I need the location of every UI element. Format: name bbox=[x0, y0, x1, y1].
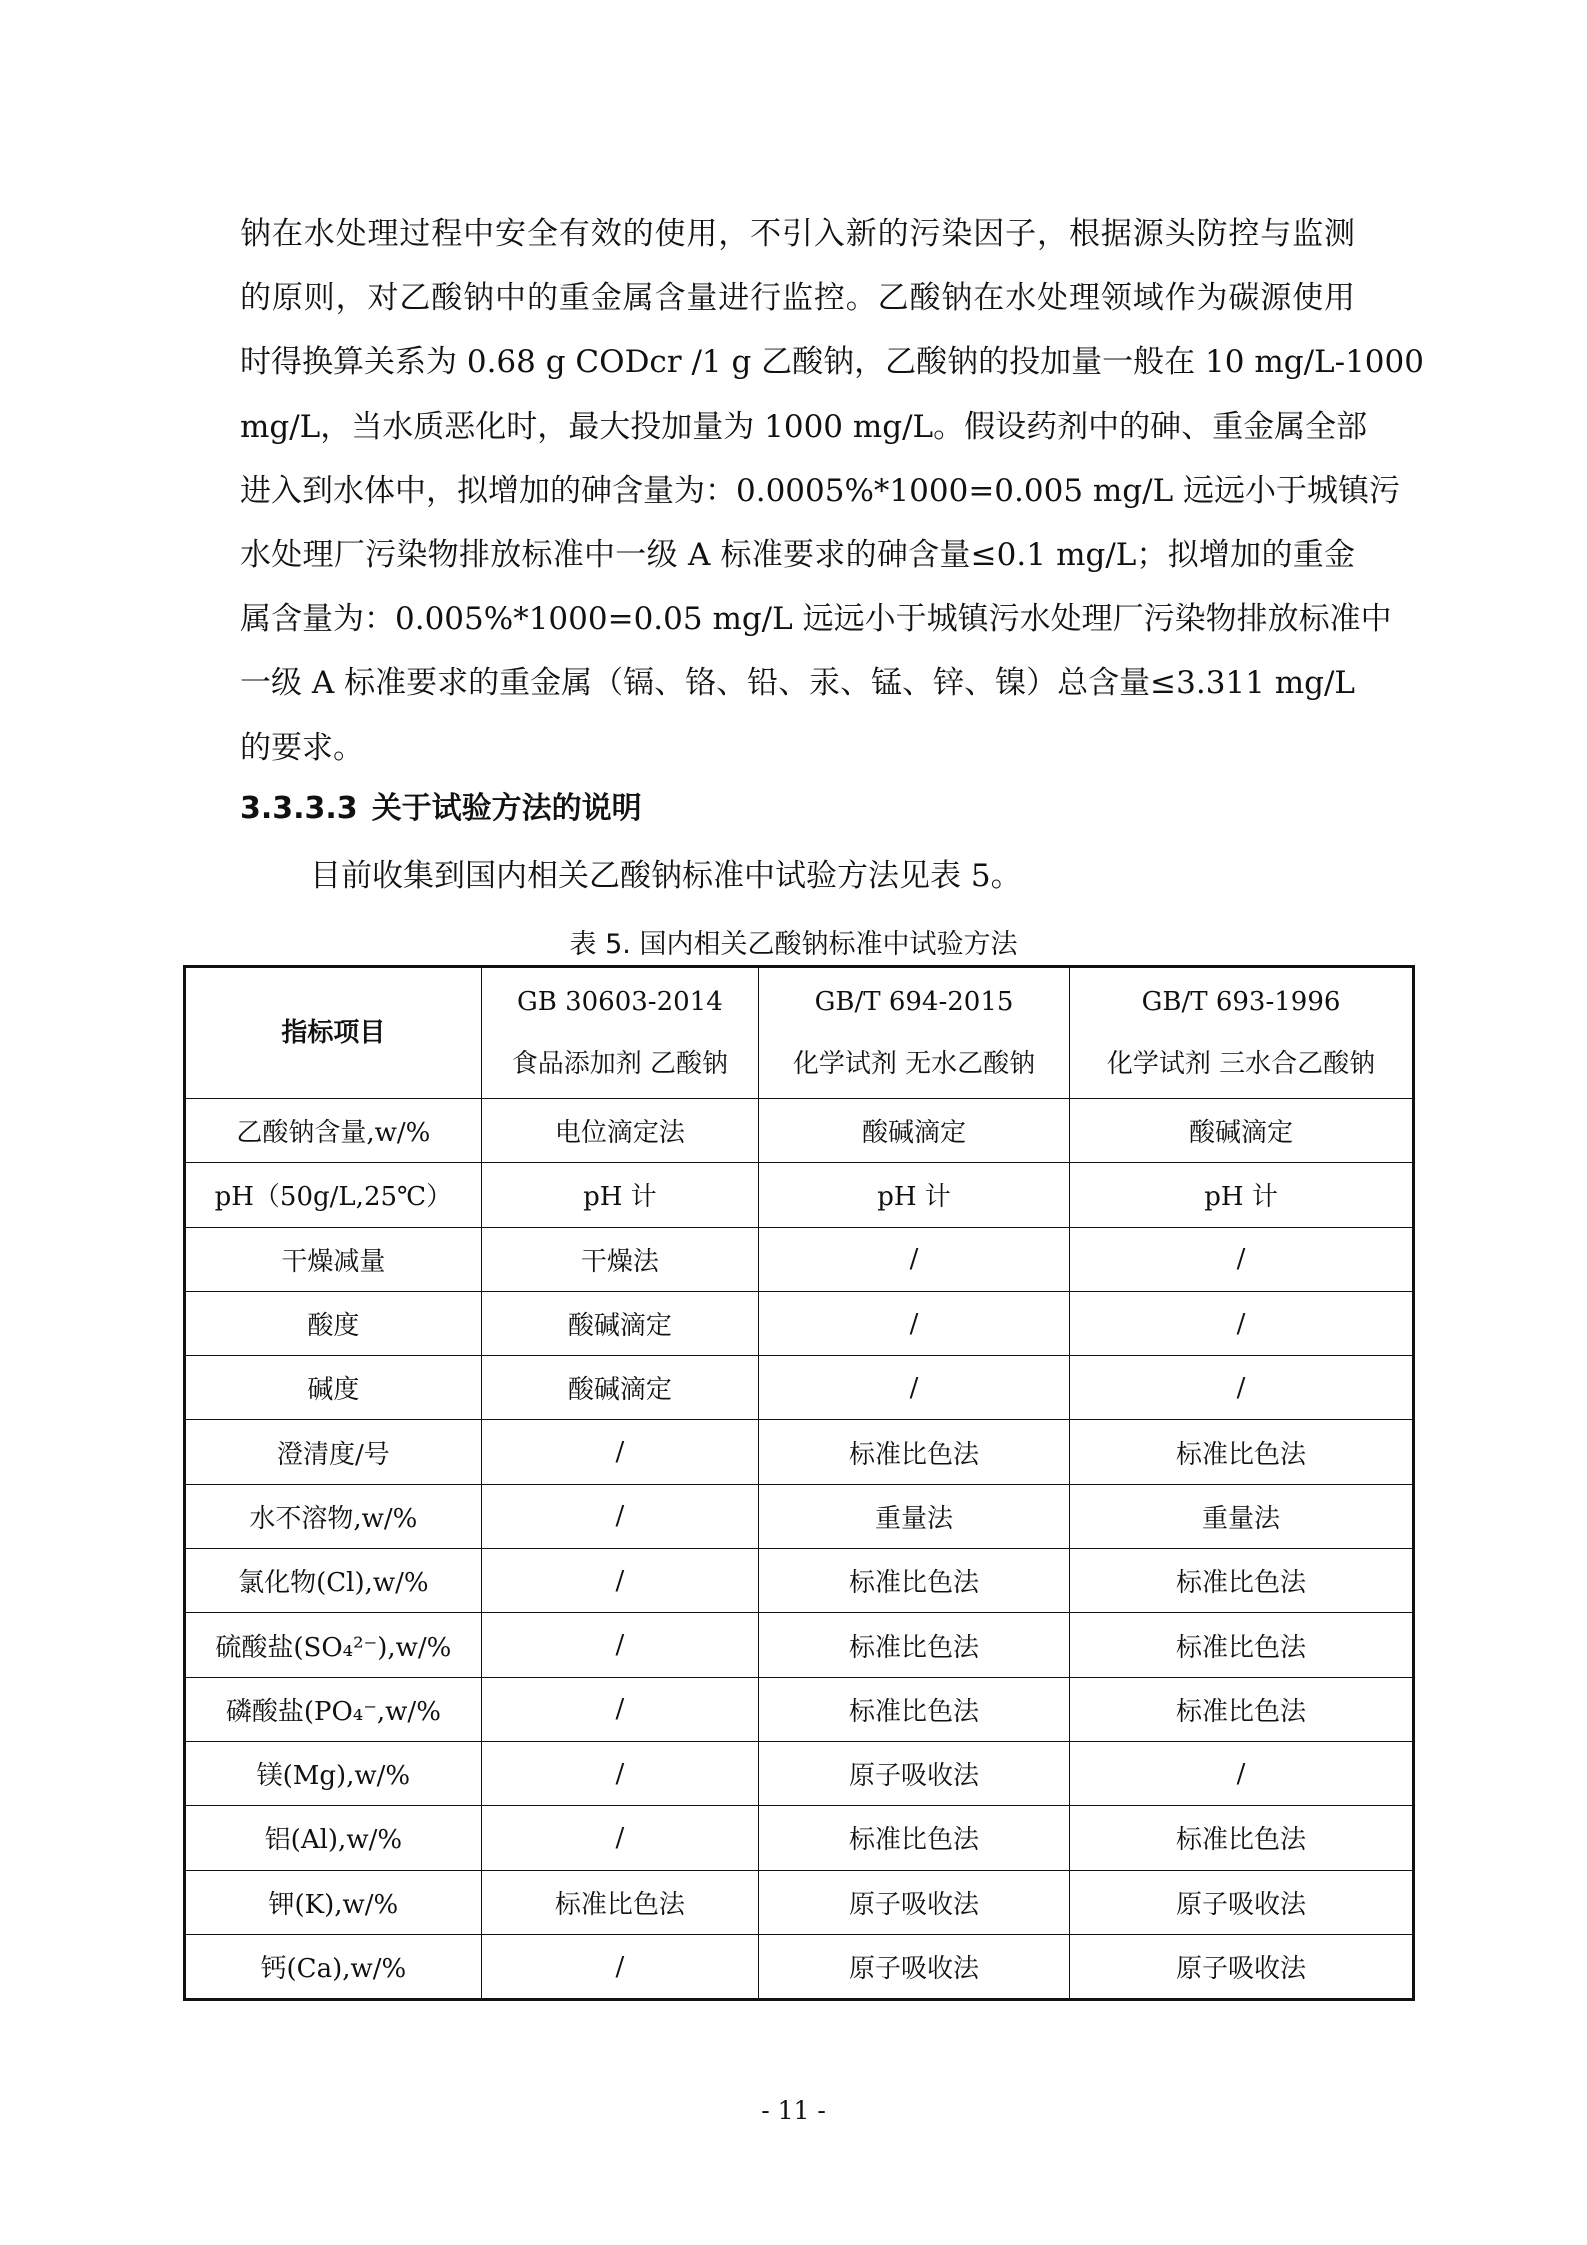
standard-name: 食品添加剂 乙酸钠 bbox=[511, 1049, 728, 1079]
method-cell: 标准比色法 bbox=[1070, 1806, 1414, 1870]
table-row bbox=[185, 1291, 1414, 1355]
row-item-label: 酸度 bbox=[185, 1291, 482, 1355]
header-standard-2 bbox=[758, 967, 1069, 1099]
method-cell: 标准比色法 bbox=[1070, 1613, 1414, 1677]
table-row bbox=[185, 1934, 1414, 1999]
standard-name: 化学试剂 三水合乙酸钠 bbox=[1106, 1049, 1376, 1079]
row-item-label: 钾(K),w/% bbox=[185, 1870, 482, 1934]
body-paragraph bbox=[240, 202, 1424, 780]
row-item-label: 铝(Al),w/% bbox=[185, 1806, 482, 1870]
table-row bbox=[185, 1870, 1414, 1934]
method-cell: 标准比色法 bbox=[758, 1549, 1069, 1613]
method-cell: pH 计 bbox=[481, 1163, 758, 1227]
table-row bbox=[185, 1741, 1414, 1805]
section-heading bbox=[240, 783, 642, 827]
header-standard-3 bbox=[1070, 967, 1414, 1099]
method-cell: / bbox=[481, 1420, 758, 1484]
method-cell: / bbox=[1070, 1227, 1414, 1291]
method-cell: / bbox=[481, 1549, 758, 1613]
method-cell: 标准比色法 bbox=[758, 1677, 1069, 1741]
method-cell: 原子吸收法 bbox=[758, 1934, 1069, 1999]
table-row bbox=[185, 1163, 1414, 1227]
method-cell: 标准比色法 bbox=[758, 1420, 1069, 1484]
table-row bbox=[185, 1806, 1414, 1870]
table-row bbox=[185, 1099, 1414, 1163]
method-cell: 标准比色法 bbox=[758, 1613, 1069, 1677]
row-item-label: 澄清度/号 bbox=[185, 1420, 482, 1484]
method-cell: 原子吸收法 bbox=[1070, 1934, 1414, 1999]
method-cell: 电位滴定法 bbox=[481, 1099, 758, 1163]
standard-code: GB/T 693-1996 bbox=[1141, 987, 1341, 1017]
table-row bbox=[185, 1677, 1414, 1741]
standard-name: 化学试剂 无水乙酸钠 bbox=[792, 1049, 1036, 1079]
section-title: 关于试验方法的说明 bbox=[371, 791, 642, 826]
method-cell: / bbox=[758, 1356, 1069, 1420]
page-number: - 11 - bbox=[761, 2096, 826, 2125]
paragraph-line: mg/L，当水质恶化时，最大投加量为 1000 mg/L。假设药剂中的砷、重金属全部 bbox=[240, 408, 1368, 445]
row-item-label: 碱度 bbox=[185, 1356, 482, 1420]
row-item-label: 水不溶物,w/% bbox=[185, 1484, 482, 1548]
row-item-label: 磷酸盐(PO₄⁻,w/% bbox=[185, 1677, 482, 1741]
paragraph-line: 进入到水体中，拟增加的砷含量为：0.0005%*1000=0.005 mg/L 远远小于城镇污 bbox=[240, 472, 1401, 509]
method-cell: / bbox=[758, 1227, 1069, 1291]
row-item-label: 干燥减量 bbox=[185, 1227, 482, 1291]
method-cell: 标准比色法 bbox=[1070, 1549, 1414, 1613]
paragraph-line: 一级 A 标准要求的重金属（镉、铬、铅、汞、锰、锌、镍）总含量≤3.311 mg/L bbox=[240, 665, 1355, 702]
method-cell: / bbox=[1070, 1741, 1414, 1805]
method-cell: pH 计 bbox=[1070, 1163, 1414, 1227]
method-cell: 标准比色法 bbox=[1070, 1677, 1414, 1741]
row-item-label: pH（50g/L,25℃） bbox=[185, 1163, 482, 1227]
row-item-label: 氯化物(Cl),w/% bbox=[185, 1549, 482, 1613]
header-item: 指标项目 bbox=[185, 967, 482, 1099]
test-methods-table bbox=[183, 965, 1415, 2001]
paragraph-line: 的原则，对乙酸钠中的重金属含量进行监控。乙酸钠在水处理领域作为碳源使用 bbox=[240, 280, 1355, 317]
row-item-label: 镁(Mg),w/% bbox=[185, 1741, 482, 1805]
standard-code: GB/T 694-2015 bbox=[814, 987, 1014, 1017]
paragraph-line: 钠在水处理过程中安全有效的使用，不引入新的污染因子，根据源头防控与监测 bbox=[240, 216, 1355, 252]
method-cell: / bbox=[481, 1484, 758, 1548]
row-item-label: 硫酸盐(SO₄²⁻),w/% bbox=[185, 1613, 482, 1677]
table-row bbox=[185, 1484, 1414, 1548]
method-cell: 重量法 bbox=[758, 1484, 1069, 1548]
method-cell: 酸碱滴定 bbox=[1070, 1099, 1414, 1163]
intro-sentence: 目前收集到国内相关乙酸钠标准中试验方法见表 5。 bbox=[310, 858, 1022, 894]
table-row bbox=[185, 1613, 1414, 1677]
method-cell: / bbox=[1070, 1356, 1414, 1420]
paragraph-line: 时得换算关系为 0.68 g CODcr /1 g 乙酸钠，乙酸钠的投加量一般在 10 mg/L-1000 bbox=[240, 344, 1424, 381]
method-cell: 原子吸收法 bbox=[1070, 1870, 1414, 1934]
table-row bbox=[185, 1356, 1414, 1420]
paragraph-line: 的要求。 bbox=[240, 729, 364, 766]
method-cell: 干燥法 bbox=[481, 1227, 758, 1291]
paragraph-line: 水处理厂污染物排放标准中一级 A 标准要求的砷含量≤0.1 mg/L；拟增加的重金 bbox=[240, 537, 1355, 574]
method-cell: 标准比色法 bbox=[758, 1806, 1069, 1870]
table-row bbox=[185, 1420, 1414, 1484]
method-cell: 酸碱滴定 bbox=[481, 1356, 758, 1420]
paragraph-line: 属含量为：0.005%*1000=0.05 mg/L 远远小于城镇污水处理厂污染物排放标准中 bbox=[240, 601, 1392, 638]
method-cell: 原子吸收法 bbox=[758, 1741, 1069, 1805]
table-header-row bbox=[185, 967, 1414, 1099]
method-cell: / bbox=[481, 1677, 758, 1741]
method-cell: 酸碱滴定 bbox=[481, 1291, 758, 1355]
method-cell: 标准比色法 bbox=[481, 1870, 758, 1934]
table-row bbox=[185, 1227, 1414, 1291]
table-caption: 表 5. 国内相关乙酸钠标准中试验方法 bbox=[569, 929, 1018, 960]
method-cell: / bbox=[1070, 1291, 1414, 1355]
method-cell: / bbox=[481, 1934, 758, 1999]
method-cell: 原子吸收法 bbox=[758, 1870, 1069, 1934]
row-item-label: 钙(Ca),w/% bbox=[185, 1934, 482, 1999]
section-number: 3.3.3.3 bbox=[240, 791, 358, 826]
table-row bbox=[185, 1549, 1414, 1613]
method-cell: / bbox=[758, 1291, 1069, 1355]
standard-code: GB 30603-2014 bbox=[516, 987, 723, 1017]
header-standard-1 bbox=[481, 967, 758, 1099]
method-cell: / bbox=[481, 1613, 758, 1677]
table-body bbox=[185, 1099, 1414, 2000]
method-cell: 重量法 bbox=[1070, 1484, 1414, 1548]
method-cell: 标准比色法 bbox=[1070, 1420, 1414, 1484]
method-cell: 酸碱滴定 bbox=[758, 1099, 1069, 1163]
row-item-label: 乙酸钠含量,w/% bbox=[185, 1099, 482, 1163]
method-cell: pH 计 bbox=[758, 1163, 1069, 1227]
method-cell: / bbox=[481, 1741, 758, 1805]
method-cell: / bbox=[481, 1806, 758, 1870]
